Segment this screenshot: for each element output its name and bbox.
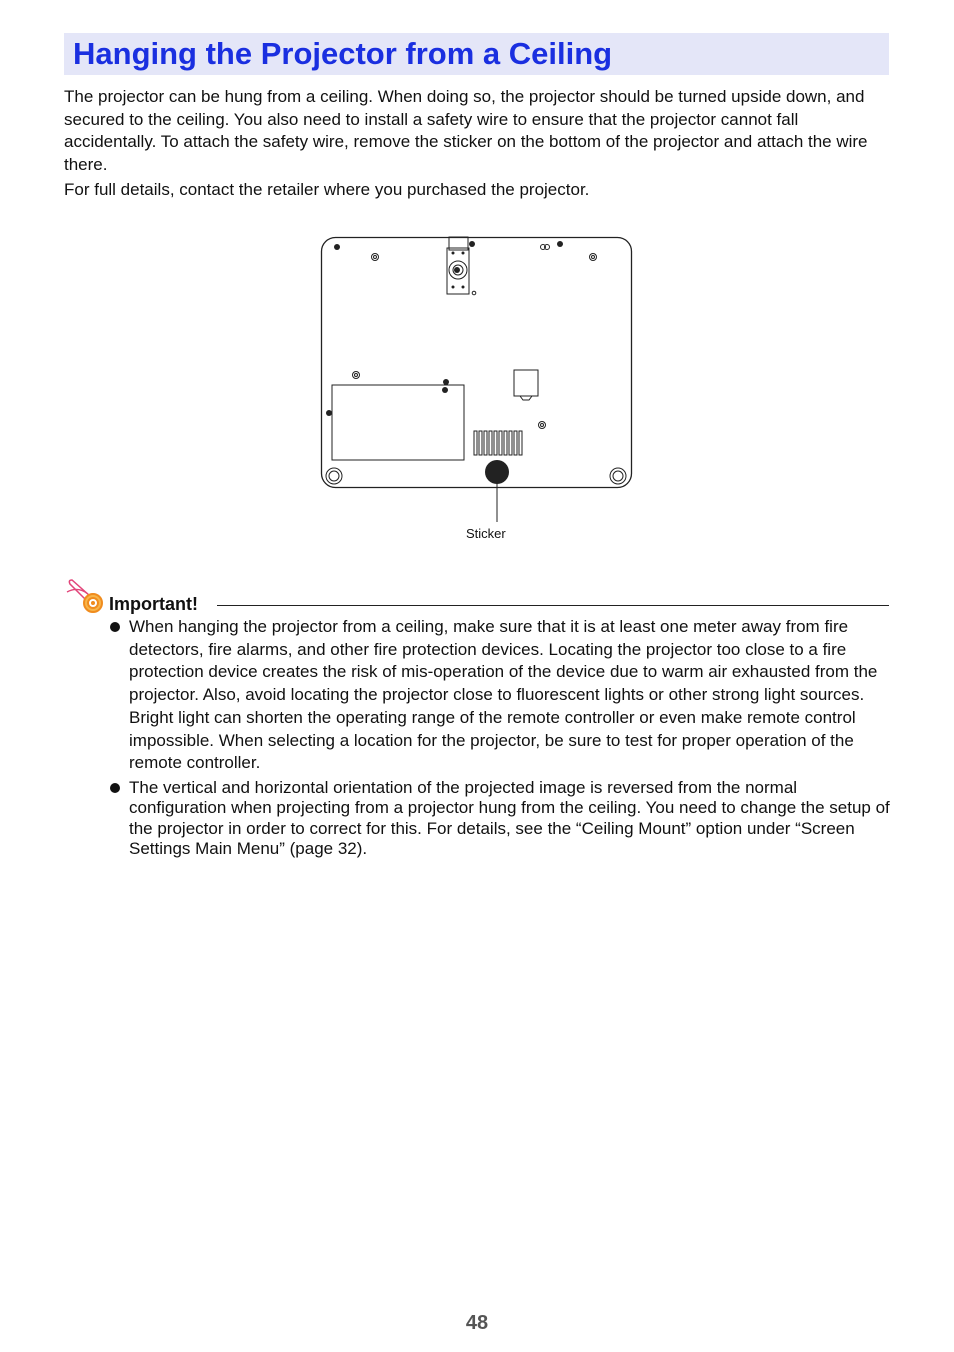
projector-bottom-illustration — [318, 232, 636, 552]
list-item — [108, 778, 890, 860]
page-title: Hanging the Projector from a Ceiling — [73, 36, 613, 71]
bullet-text: The vertical and horizontal orientation of the projected image is reversed from the normal configuration when projecting from a projector hung from the ceiling. You need to change the setup of the projector in order to correct for this. For details, see the “Ceiling Mount” option under “Screen Settings Main Menu” (page 32). — [129, 777, 890, 859]
bullet-dot — [110, 622, 120, 632]
bullet-dot — [110, 783, 120, 793]
sticker-label: Sticker — [466, 526, 506, 541]
important-bullet-list — [108, 616, 890, 860]
intro-paragraph-2: For full details, contact the retailer where you purchased the projector. — [64, 179, 590, 199]
page-number: 48 — [465, 1312, 489, 1334]
list-item — [108, 616, 890, 775]
pencil-note-icon — [64, 576, 106, 616]
title-banner — [64, 33, 889, 75]
important-heading: Important! — [109, 594, 198, 614]
intro-text — [64, 86, 890, 204]
intro-paragraph-1: The projector can be hung from a ceiling. When doing so, the projector should be turned upside down, and secured to the ceiling. You also need to install a safety wire to ensure that the projector cannot fall accidentally. To attach the safety wire, remove the sticker on the bottom of the projector and attach the wire there. — [64, 87, 868, 175]
bullet-text: When hanging the projector from a ceiling, make sure that it is at least one meter away from fire detectors, fire alarms, and other fire protection devices. Locating the projector too close to a fire protection device creates the risk of mis-operation of the device due to warm air exhausted from the projector. Also, avoid locating the projector close to fluorescent lights or other strong light sources. Bright light can shorten the operating range of the remote controller or even make remote control impossible. When selecting a location for the projector, be sure to test for proper operation of the remote controller. — [129, 617, 878, 773]
heading-divider — [217, 605, 889, 606]
projector-bottom-figure — [318, 232, 636, 552]
